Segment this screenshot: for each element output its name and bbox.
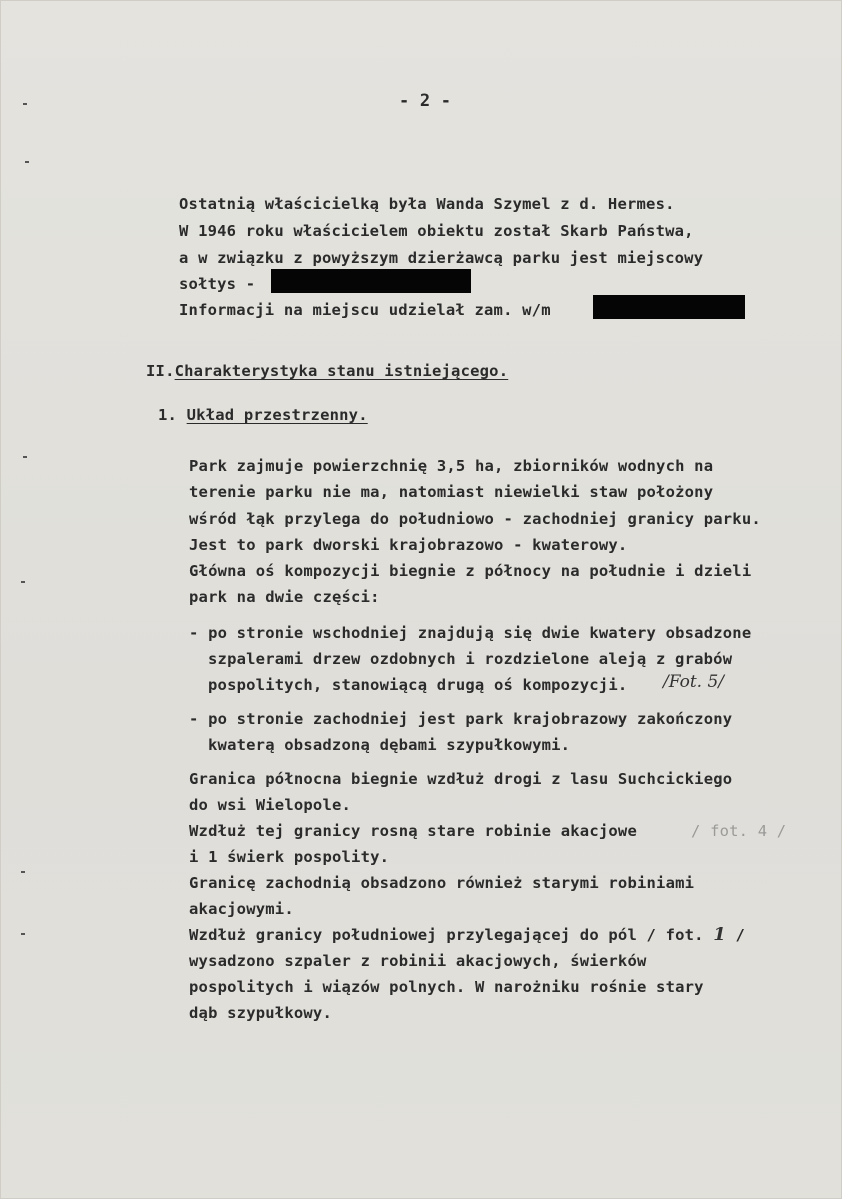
subsection-heading	[158, 405, 368, 425]
body-line: akacjowymi.	[189, 900, 294, 918]
margin-mark	[21, 933, 25, 935]
body-line: wśród łąk przylega do południowo - zachodniej granicy parku.	[189, 510, 761, 528]
paragraph-line: sołtys -	[179, 275, 256, 293]
body-line: park na dwie części:	[189, 588, 380, 606]
handwritten-note: /Fot. 5/	[663, 672, 725, 692]
body-line: do wsi Wielopole.	[189, 796, 352, 814]
body-line: terenie parku nie ma, natomiast niewielki staw położony	[189, 483, 714, 501]
handwritten-number: 1	[713, 924, 726, 945]
paragraph-line: Informacji na miejscu udzielał zam. w/m	[179, 301, 551, 319]
body-line-text: Wzdłuż granicy południowej przylegającej do pól / fot.	[189, 926, 704, 944]
bullet-line: pospolitych, stanowiącą drugą oś kompozycji.	[208, 676, 628, 694]
body-line: Główna oś kompozycji biegnie z północy na południe i dzieli	[189, 562, 752, 580]
faint-note: / fot. 4 /	[691, 822, 787, 840]
subsection-number: 1.	[158, 406, 178, 424]
section-heading	[146, 361, 508, 381]
redaction-bar	[271, 269, 471, 293]
body-line: Park zajmuje powierzchnię 3,5 ha, zbiorników wodnych na	[189, 457, 714, 475]
paragraph-line: Ostatnią właścicielką była Wanda Szymel z d. Hermes.	[179, 195, 675, 213]
bullet-line: - po stronie wschodniej znajdują się dwie kwatery obsadzone	[189, 624, 752, 642]
margin-mark	[21, 581, 25, 583]
page-number: - 2 -	[399, 91, 452, 111]
redaction-bar	[593, 295, 745, 319]
body-line: pospolitych i wiązów polnych. W narożniku rośnie stary	[189, 978, 704, 996]
paragraph-line: a w związku z powyższym dzierżawcą parku jest miejscowy	[179, 249, 704, 267]
margin-mark	[25, 161, 29, 163]
bullet-line: szpalerami drzew ozdobnych i rozdzielone aleją z grabów	[208, 650, 733, 668]
body-line: Granica północna biegnie wzdłuż drogi z lasu Suchcickiego	[189, 770, 733, 788]
body-line: Granicę zachodnią obsadzono również starymi robiniami	[189, 874, 695, 892]
margin-mark	[23, 456, 27, 458]
bullet-line: kwaterą obsadzoną dębami szypułkowymi.	[208, 736, 571, 754]
body-line: dąb szypułkowy.	[189, 1004, 332, 1022]
bullet-line: - po stronie zachodniej jest park krajobrazowy zakończony	[189, 710, 733, 728]
body-line	[189, 925, 745, 945]
margin-mark	[23, 103, 27, 105]
section-title: Charakterystyka stanu istniejącego.	[174, 362, 509, 380]
body-line: i 1 świerk pospolity.	[189, 848, 390, 866]
margin-mark	[21, 871, 25, 873]
body-line-end: /	[735, 926, 746, 944]
body-line: Jest to park dworski krajobrazowo - kwaterowy.	[189, 536, 628, 554]
subsection-title: Układ przestrzenny.	[186, 406, 368, 424]
paragraph-line: W 1946 roku właścicielem obiektu został Skarb Państwa,	[179, 222, 694, 240]
body-line: wysadzono szpaler z robinii akacjowych, świerków	[189, 952, 647, 970]
section-number: II.	[146, 362, 175, 380]
body-line: Wzdłuż tej granicy rosną stare robinie akacjowe	[189, 822, 637, 840]
